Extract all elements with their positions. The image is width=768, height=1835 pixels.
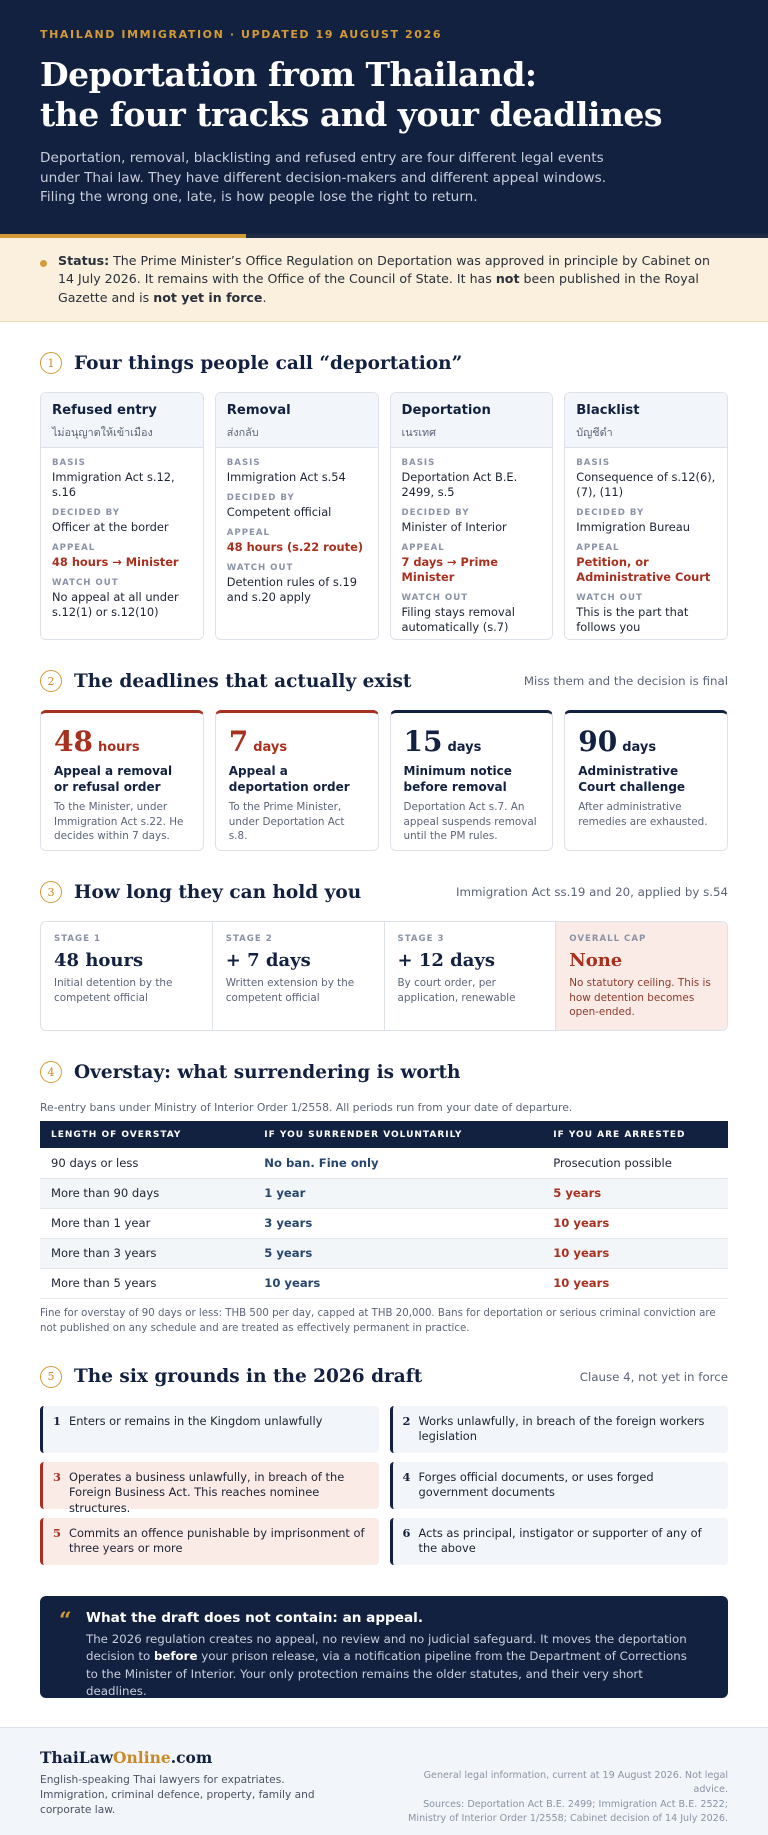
column-header-arrested: IF YOU ARE ARRESTED (553, 1129, 686, 1140)
section-title: How long they can hold you (74, 881, 362, 903)
callout-no-appeal (40, 1596, 728, 1698)
section-title: Four things people call “deportation” (74, 352, 463, 374)
field-label-basis: BASIS (52, 458, 86, 468)
cell-voluntary: No ban. Fine only (253, 1148, 542, 1178)
cell-length: More than 90 days (40, 1178, 253, 1208)
stage-label: OVERALL CAP (569, 934, 647, 944)
deadline-unit: days (622, 740, 657, 755)
track-thai-name: เนรเทศ (401, 426, 437, 439)
deadline-figure (54, 725, 190, 758)
stage-label: STAGE 3 (397, 934, 445, 944)
table-row (40, 1148, 728, 1178)
cell-voluntary: 5 years (253, 1238, 542, 1268)
section-number-badge: 4 (40, 1061, 62, 1083)
ground-text: Forges official documents, or uses forged government documents (418, 1469, 654, 1499)
stage-description: Initial detention by the competent official (54, 977, 173, 1004)
track-thai-name: บัญชีดำ (576, 426, 613, 439)
field-label-watch-out: WATCH OUT (401, 593, 469, 603)
cell-length: More than 1 year (40, 1208, 253, 1238)
track-card-body (216, 448, 378, 605)
field-value-decided-by: Competent official (226, 505, 332, 519)
track-card-header (216, 393, 378, 448)
ground-item (390, 1406, 729, 1453)
section-header (40, 352, 728, 374)
deadline-card (40, 710, 204, 851)
field-label-watch-out: WATCH OUT (226, 563, 294, 573)
page-title (40, 55, 728, 135)
field-value-decided-by: Minister of Interior (401, 520, 507, 534)
field-value-appeal: Petition, or Administrative Court (576, 555, 711, 584)
cell-arrested: Prosecution possible (542, 1148, 728, 1178)
status-not: not (495, 271, 520, 286)
track-name: Blacklist (576, 403, 640, 418)
track-card-header (41, 393, 203, 448)
footer-description: English-speaking Thai lawyers for expatriates. Immigration, criminal defence, property, family and corporate law. (40, 1773, 315, 1816)
hero-banner (0, 0, 768, 234)
ground-number: 4 (402, 1469, 411, 1484)
status-text-2: been published in the Royal Gazette and is (58, 271, 699, 305)
column-header-voluntary: IF YOU SURRENDER VOLUNTARILY (264, 1129, 463, 1140)
detention-stages (40, 921, 728, 1031)
detention-stage (385, 922, 557, 1030)
field-label-basis: BASIS (576, 458, 611, 468)
cell-arrested: 10 years (542, 1208, 728, 1238)
stage-label: STAGE 1 (54, 934, 101, 944)
hero-eyebrow: THAILAND IMMIGRATION · UPDATED 19 AUGUST 2026 (40, 28, 443, 41)
section-number-badge: 5 (40, 1366, 62, 1388)
track-card-refused-entry (40, 392, 204, 640)
cell-length: More than 5 years (40, 1268, 253, 1298)
deadline-value: 48 (54, 725, 93, 758)
track-thai-name: ส่งกลับ (226, 426, 259, 439)
callout-title: What the draft does not contain: an appeal. (86, 1609, 424, 1626)
section-header (40, 1366, 728, 1388)
footer-left (40, 1748, 330, 1835)
status-banner (0, 238, 768, 323)
status-not-yet: not yet in force (153, 289, 263, 305)
ground-item (390, 1518, 729, 1565)
detention-stage (41, 922, 213, 1030)
table-row (40, 1268, 728, 1298)
track-card-removal (215, 392, 379, 640)
field-value-basis: Consequence of s.12(6), (7), (11) (576, 470, 716, 499)
stage-description: No statutory ceiling. This is how detention becomes open-ended. (569, 977, 711, 1018)
ground-text: Commits an offence punishable by imprisonment of three years or more (69, 1525, 365, 1555)
brand-logo[interactable] (40, 1748, 330, 1767)
callout-body-1: The 2026 regulation creates no appeal, no review and no judicial safeguard. It moves the deportation decision to (86, 1631, 687, 1663)
table-footnote: Fine for overstay of 90 days or less: THB 500 per day, capped at THB 20,000. Bans for deportation or serious criminal conviction are not published on any schedule and are treated as effectively permanent in practice. (40, 1307, 716, 1334)
ground-text: Works unlawfully, in breach of the foreign workers legislation (418, 1413, 705, 1443)
cell-arrested: 5 years (542, 1178, 728, 1208)
detention-stage (213, 922, 385, 1030)
stage-value: None (569, 950, 623, 971)
brand-part-3: .com (170, 1747, 213, 1767)
field-value-decided-by: Officer at the border (52, 520, 169, 534)
field-value-appeal: 48 hours → Minister (52, 555, 179, 569)
track-name: Removal (226, 403, 291, 418)
deadline-description: Deportation Act s.7. An appeal suspends removal until the PM rules. (403, 801, 537, 842)
section-header (40, 881, 728, 903)
field-label-appeal: APPEAL (401, 543, 445, 553)
deadline-figure (404, 725, 540, 758)
deadline-title: Appeal a removal or refusal order (54, 764, 173, 794)
field-label-watch-out: WATCH OUT (52, 578, 119, 588)
column-header-length: LENGTH OF OVERSTAY (51, 1129, 182, 1140)
brand-part-2: Online (113, 1747, 171, 1767)
deadline-unit: days (447, 740, 482, 755)
status-label: Status: (58, 252, 110, 268)
field-value-watch-out: Detention rules of s.19 and s.20 apply (226, 575, 357, 604)
section-number-badge: 1 (40, 352, 62, 374)
ground-number: 5 (53, 1525, 61, 1540)
section-deadlines (0, 670, 768, 851)
track-cards (40, 392, 728, 640)
field-label-basis: BASIS (401, 458, 436, 468)
deadline-title: Minimum notice before removal (403, 764, 512, 794)
field-value-basis: Deportation Act B.E. 2499, s.5 (401, 470, 518, 499)
field-value-watch-out: Filing stays removal automatically (s.7) (401, 605, 515, 634)
stage-description: Written extension by the competent official (225, 977, 355, 1004)
field-label-watch-out: WATCH OUT (576, 593, 643, 603)
deadline-card (564, 710, 728, 851)
deadline-value: 7 (228, 725, 249, 758)
grounds-grid (40, 1406, 728, 1565)
field-value-appeal: 7 days → Prime Minister (401, 555, 499, 584)
cell-voluntary: 10 years (253, 1268, 542, 1298)
status-dot-icon (40, 260, 47, 267)
field-label-decided-by: DECIDED BY (401, 508, 470, 518)
field-value-basis: Immigration Act s.12, s.16 (52, 470, 175, 499)
hero-lead: Deportation, removal, blacklisting and refused entry are four different legal events under Thai law. They have different decision-makers and different appeal windows. Filing the wrong one, late, is how people lose the right to return. (40, 150, 607, 205)
deadline-description: To the Prime Minister, under Deportation Act s.8. (228, 801, 345, 842)
ground-text: Operates a business unlawfully, in breach of the Foreign Business Act. This reaches nominee structures. (69, 1469, 345, 1515)
ground-number: 1 (53, 1413, 61, 1428)
section-title: The six grounds in the 2026 draft (74, 1366, 423, 1387)
field-value-watch-out: No appeal at all under s.12(1) or s.12(10) (52, 590, 179, 619)
section-title: Overstay: what surrendering is worth (74, 1061, 461, 1083)
deadline-unit: days (253, 740, 288, 755)
deadline-figure (578, 725, 714, 758)
field-label-decided-by: DECIDED BY (52, 508, 120, 518)
field-label-appeal: APPEAL (226, 528, 270, 538)
track-name: Deportation (401, 403, 491, 418)
callout-body-bold: before (153, 1649, 198, 1663)
section-number-badge: 3 (40, 881, 62, 903)
section-grounds (0, 1366, 768, 1698)
table-row (40, 1238, 728, 1268)
ground-number: 2 (402, 1413, 411, 1428)
track-card-header (565, 393, 727, 448)
field-label-appeal: APPEAL (52, 543, 96, 553)
track-card-body (565, 448, 727, 635)
page-title-line-1: Deportation from Thailand: (40, 55, 537, 94)
deadline-value: 90 (578, 725, 618, 758)
cell-voluntary: 1 year (253, 1178, 542, 1208)
footer-disclaimer: General legal information, current at 19 August 2026. Not legal advice. (423, 1769, 728, 1795)
track-name: Refused entry (52, 403, 157, 418)
deadline-description: To the Minister, under Immigration Act s.22. He decides within 7 days. (54, 801, 184, 842)
ground-text: Acts as principal, instigator or supporter of any of the above (418, 1525, 702, 1555)
callout-body-2: your prison release, via a notification pipeline from the Department of Corrections to the Minister of Interior. Your only protection remains the older statutes, and their very short deadlines. (86, 1649, 687, 1698)
track-card-body (41, 448, 203, 620)
ground-item (40, 1462, 379, 1515)
deadline-title: Appeal a deportation order (228, 764, 350, 794)
section-note: Clause 4, not yet in force (579, 1369, 728, 1384)
ground-text: Enters or remains in the Kingdom unlawfully (69, 1413, 323, 1428)
section-header (40, 1061, 728, 1083)
deadline-description: After administrative remedies are exhausted. (578, 801, 708, 828)
section-overstay (0, 1061, 768, 1336)
overstay-table (40, 1121, 728, 1299)
ground-item (40, 1518, 379, 1565)
cell-length: More than 3 years (40, 1238, 253, 1268)
brand-part-1: ThaiLaw (40, 1747, 114, 1767)
table-intro: Re-entry bans under Ministry of Interior Order 1/2558. All periods run from your date of departure. (40, 1101, 573, 1114)
ground-number: 3 (53, 1469, 61, 1484)
page-title-line-2: the four tracks and your deadlines (40, 95, 662, 134)
field-value-decided-by: Immigration Bureau (576, 520, 690, 534)
footer (0, 1727, 768, 1835)
ground-item (390, 1462, 729, 1509)
deadline-title: Administrative Court challenge (578, 764, 686, 794)
quote-icon: “ (59, 1607, 72, 1634)
cell-arrested: 10 years (542, 1268, 728, 1298)
section-note: Immigration Act ss.19 and 20, applied by s.54 (455, 885, 728, 899)
table-row (40, 1178, 728, 1208)
deadline-figure (229, 725, 365, 758)
track-thai-name: ไม่อนุญาตให้เข้าเมือง (52, 426, 153, 439)
deadline-unit: hours (97, 740, 140, 755)
overall-cap (556, 922, 727, 1030)
field-value-basis: Immigration Act s.54 (226, 470, 346, 484)
section-header (40, 670, 728, 692)
stage-value: 48 hours (54, 950, 144, 971)
stage-value: + 12 days (397, 950, 496, 971)
ground-number: 6 (402, 1525, 411, 1540)
status-text-1: The Prime Minister’s Office Regulation on Deportation was approved in principle by Cabinet on 14 July 2026. It remains with the Office of the Council of State. It has (58, 252, 710, 286)
cell-voluntary: 3 years (253, 1208, 542, 1238)
field-value-appeal: 48 hours (s.22 route) (226, 540, 364, 554)
field-value-watch-out: This is the part that follows you (576, 605, 689, 634)
section-note: Miss them and the decision is final (523, 674, 728, 688)
deadline-card (215, 710, 379, 851)
table-row (40, 1208, 728, 1238)
callout-body (86, 1631, 702, 1701)
section-title: The deadlines that actually exist (74, 670, 412, 692)
track-card-deportation (390, 392, 554, 640)
field-label-appeal: APPEAL (576, 543, 620, 553)
track-card-blacklist (564, 392, 728, 640)
stage-description: By court order, per application, renewable (397, 977, 516, 1004)
field-label-basis: BASIS (226, 458, 261, 468)
deadline-card (390, 710, 554, 851)
track-card-body (391, 448, 553, 635)
status-text-3: . (262, 289, 267, 305)
deadline-value: 15 (403, 725, 443, 758)
table-header-row (40, 1121, 728, 1148)
track-card-header (391, 393, 553, 448)
field-label-decided-by: DECIDED BY (226, 493, 295, 503)
field-label-decided-by: DECIDED BY (576, 508, 645, 518)
stage-label: STAGE 2 (225, 934, 273, 944)
section-detention (0, 881, 768, 1031)
section-four-tracks (0, 352, 768, 640)
section-number-badge: 2 (40, 670, 62, 692)
ground-item (40, 1406, 379, 1453)
footer-sources: Sources: Deportation Act B.E. 2499; Immigration Act B.E. 2522; Ministry of Interior Order 1/2558; Cabinet decision of 14 July 2026. (408, 1798, 728, 1824)
stage-value: + 7 days (225, 950, 311, 971)
deadline-cards (40, 710, 728, 851)
cell-arrested: 10 years (542, 1238, 728, 1268)
cell-length: 90 days or less (40, 1148, 253, 1178)
